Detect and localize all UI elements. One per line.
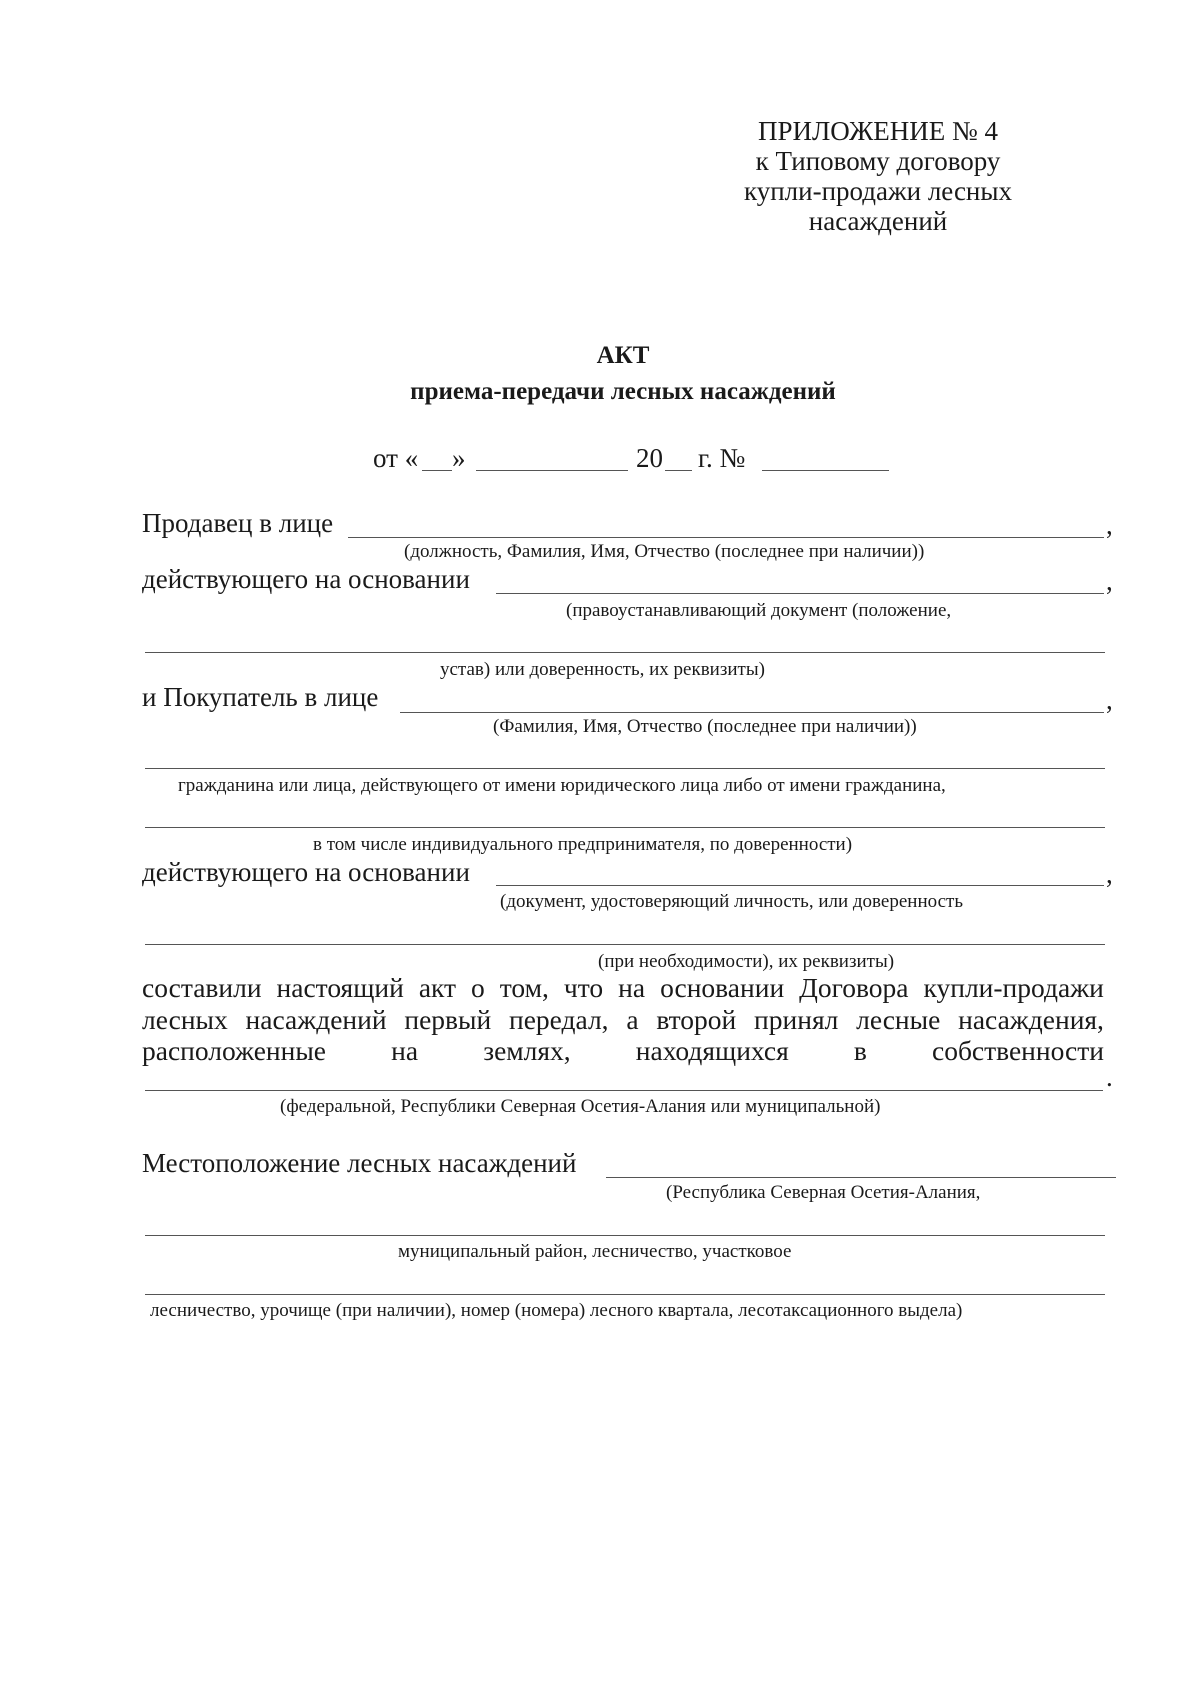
comma: ,: [1106, 685, 1113, 715]
word: передал,: [509, 1003, 609, 1035]
buyer-caption-continued: гражданина или лица, действующего от имени юридического лица либо от имени гражданина,: [178, 775, 946, 796]
word: лесные: [856, 1003, 941, 1035]
location-caption: (Республика Северная Осетия-Алания,: [666, 1182, 981, 1203]
appendix-number: ПРИЛОЖЕНИЕ № 4: [757, 116, 999, 146]
word: о: [471, 972, 485, 1003]
location-caption-continued-2: лесничество, урочище (при наличии), номер (номера) лесного квартала, лесотаксационного выдела): [150, 1300, 963, 1321]
appendix-header: [698, 116, 1058, 236]
location-field[interactable]: [606, 1177, 1116, 1178]
document-subtitle: приема-передачи лесных насаждений: [410, 378, 836, 405]
ownership-caption: (федеральной, Республики Северная Осетия-Алания или муниципальной): [280, 1096, 881, 1117]
word: принял: [754, 1003, 839, 1035]
seller-label: Продавец в лице: [142, 508, 334, 538]
word: второй: [656, 1003, 737, 1035]
body-line-1: [142, 972, 1104, 1004]
word: том,: [499, 972, 549, 1003]
comma: ,: [1106, 510, 1113, 540]
buyer-basis-label: действующего на основании: [142, 857, 470, 887]
seller-caption: (должность, Фамилия, Имя, Отчество (последнее при наличии)): [404, 541, 925, 562]
date-quote-close: »: [452, 443, 466, 473]
year-field[interactable]: [665, 470, 692, 471]
word: расположенные: [142, 1035, 327, 1066]
comma: ,: [1106, 566, 1113, 596]
seller-basis-caption-continued: устав) или доверенность, их реквизиты): [440, 659, 765, 680]
word: акт: [418, 972, 457, 1003]
buyer-field-continued-2[interactable]: [145, 827, 1105, 828]
buyer-basis-field-continued[interactable]: [145, 944, 1105, 945]
word: на: [391, 1035, 419, 1066]
word: в: [853, 1035, 867, 1066]
appendix-ref-line3: купли-продажи лесных: [743, 176, 1013, 206]
location-label: Местоположение лесных насаждений: [142, 1148, 577, 1178]
location-field-continued-2[interactable]: [145, 1294, 1105, 1295]
act-number-field[interactable]: [762, 470, 889, 471]
word: насаждения,: [958, 1003, 1104, 1035]
word: землях,: [483, 1035, 571, 1066]
word: на: [618, 972, 646, 1003]
location-field-continued[interactable]: [145, 1235, 1105, 1236]
body-line-2: [142, 1004, 1104, 1036]
buyer-representative-field[interactable]: [400, 712, 1104, 713]
word: Договора: [799, 972, 909, 1003]
word: что: [563, 972, 604, 1003]
day-field[interactable]: [422, 470, 452, 471]
appendix-ref-line4: насаждений: [808, 206, 948, 236]
word: составили: [142, 972, 262, 1003]
buyer-basis-caption: (документ, удостоверяющий личность, или доверенность: [500, 891, 963, 912]
buyer-basis-field[interactable]: [496, 885, 1104, 886]
word: насаждений: [245, 1003, 387, 1035]
word: купли-продажи: [923, 972, 1104, 1003]
year-prefix: 20: [636, 443, 663, 473]
word: находящихся: [635, 1035, 789, 1066]
word: первый: [404, 1003, 492, 1035]
body-paragraph: [142, 972, 1104, 1067]
body-line-3: [142, 1035, 1104, 1067]
date-prefix: от «: [373, 443, 419, 473]
word: а: [626, 1003, 639, 1035]
period: .: [1106, 1062, 1113, 1092]
comma: ,: [1106, 859, 1113, 889]
seller-basis-label: действующего на основании: [142, 564, 470, 594]
seller-basis-field[interactable]: [496, 593, 1104, 594]
word: собственности: [931, 1035, 1104, 1066]
word: лесных: [142, 1003, 228, 1035]
document-title: АКТ: [596, 342, 650, 369]
location-caption-continued: муниципальный район, лесничество, участковое: [398, 1241, 792, 1262]
word: настоящий: [276, 972, 404, 1003]
buyer-caption: (Фамилия, Имя, Отчество (последнее при наличии)): [493, 716, 917, 737]
buyer-field-continued[interactable]: [145, 768, 1105, 769]
seller-representative-field[interactable]: [348, 537, 1104, 538]
buyer-caption-continued-2: в том числе индивидуального предпринимателя, по доверенности): [313, 834, 853, 855]
month-field[interactable]: [476, 470, 628, 471]
appendix-ref-line2: к Типовому договору: [755, 146, 1001, 176]
buyer-label: и Покупатель в лице: [142, 682, 379, 712]
ownership-field[interactable]: [145, 1090, 1103, 1091]
number-label: г. №: [698, 443, 746, 473]
seller-basis-caption: (правоустанавливающий документ (положение,: [566, 600, 952, 621]
word: основании: [660, 972, 785, 1003]
seller-basis-field-continued[interactable]: [145, 652, 1105, 653]
buyer-basis-caption-continued: (при необходимости), их реквизиты): [598, 951, 895, 972]
